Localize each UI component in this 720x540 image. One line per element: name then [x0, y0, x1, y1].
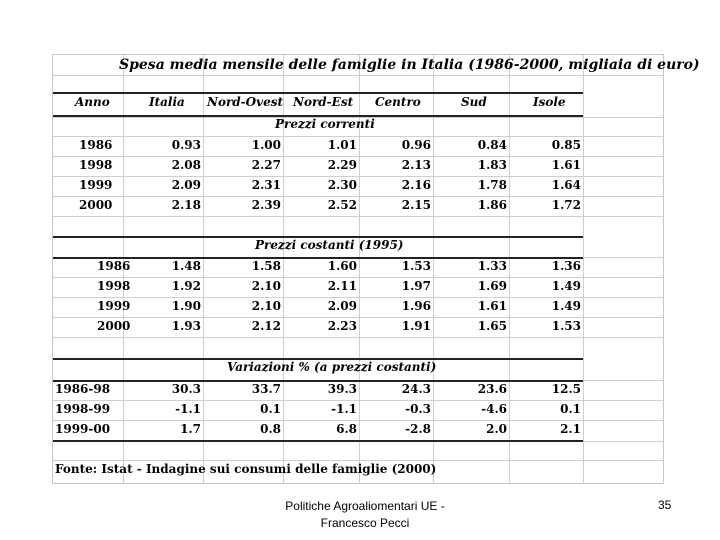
cell-value: 2.52: [327, 198, 357, 212]
cell-value: 33.7: [251, 382, 281, 396]
cell-value: 23.6: [477, 382, 507, 396]
cell-value: 0.85: [551, 138, 581, 152]
cell-value: 2.08: [171, 158, 201, 172]
section-label: Prezzi correnti: [275, 117, 375, 131]
column-header-anno: Anno: [75, 95, 110, 109]
row-period: 1998-99: [55, 402, 111, 416]
cell-value: -2.8: [405, 422, 431, 436]
table-row: [53, 402, 663, 422]
cell-value: 2.31: [251, 178, 281, 192]
cell-value: 24.3: [401, 382, 431, 396]
cell-value: 0.1: [560, 402, 581, 416]
cell-value: 1.61: [551, 158, 581, 172]
cell-value: 2.11: [327, 279, 357, 293]
row-year: 2000: [97, 319, 131, 333]
row-period: 1999-00: [55, 422, 111, 436]
cell-value: 1.7: [180, 422, 201, 436]
cell-value: 6.8: [336, 422, 357, 436]
cell-value: 1.61: [477, 299, 507, 313]
cell-value: 1.49: [551, 299, 581, 313]
cell-value: 1.96: [401, 299, 431, 313]
cell-value: 0.93: [171, 138, 201, 152]
cell-value: 1.92: [171, 279, 201, 293]
row-year: 1998: [97, 279, 131, 293]
cell-value: 1.33: [477, 259, 507, 273]
grid-line: [53, 75, 663, 76]
row-year: 1999: [97, 299, 131, 313]
column-header-nord-est: Nord-Est: [293, 95, 354, 109]
cell-value: 1.90: [171, 299, 201, 313]
cell-value: -1.1: [331, 402, 357, 416]
rule-line: [53, 92, 583, 94]
cell-value: 1.83: [477, 158, 507, 172]
table-title: Spesa media mensile delle famiglie in Italia (1986-2000, migliaia di euro): [119, 57, 700, 73]
cell-value: 1.64: [551, 178, 581, 192]
cell-value: 1.86: [477, 198, 507, 212]
table-row: [53, 319, 663, 339]
cell-value: 1.48: [171, 259, 201, 273]
cell-value: 1.69: [477, 279, 507, 293]
column-header-sud: Sud: [461, 95, 487, 109]
row-period: 1986-98: [55, 382, 111, 396]
cell-value: 39.3: [327, 382, 357, 396]
row-year: 1986: [79, 138, 113, 152]
cell-value: 30.3: [171, 382, 201, 396]
cell-value: 0.84: [477, 138, 507, 152]
grid-line: [53, 460, 663, 461]
cell-value: 1.49: [551, 279, 581, 293]
cell-value: 2.09: [327, 299, 357, 313]
cell-value: 2.12: [251, 319, 281, 333]
footer-line: Francesco Pecci: [320, 516, 410, 530]
cell-value: 1.93: [171, 319, 201, 333]
cell-value: 2.23: [327, 319, 357, 333]
column-header-nord-ovest: Nord-Ovest: [207, 95, 284, 109]
cell-value: 1.72: [551, 198, 581, 212]
cell-value: 2.16: [401, 178, 431, 192]
cell-value: 0.96: [401, 138, 431, 152]
page-number: 35: [658, 498, 672, 512]
table-row: [53, 259, 663, 279]
cell-value: 2.10: [251, 299, 281, 313]
cell-value: 1.58: [251, 259, 281, 273]
cell-value: 2.10: [251, 279, 281, 293]
column-header-italia: Italia: [149, 95, 185, 109]
cell-value: 2.13: [401, 158, 431, 172]
table-row: [53, 158, 663, 178]
cell-value: 2.29: [327, 158, 357, 172]
cell-value: 1.97: [401, 279, 431, 293]
cell-value: 1.65: [477, 319, 507, 333]
cell-value: 1.78: [477, 178, 507, 192]
cell-value: 1.36: [551, 259, 581, 273]
cell-value: 1.53: [401, 259, 431, 273]
table-row: [53, 422, 663, 442]
row-year: 1986: [97, 259, 131, 273]
cell-value: 12.5: [551, 382, 581, 396]
cell-value: 1.00: [251, 138, 281, 152]
row-year: 2000: [79, 198, 113, 212]
cell-value: 2.1: [560, 422, 581, 436]
cell-value: 2.09: [171, 178, 201, 192]
spreadsheet-table: [52, 54, 700, 484]
cell-value: -1.1: [175, 402, 201, 416]
row-year: 1998: [79, 158, 113, 172]
cell-value: 0.8: [260, 422, 281, 436]
grid-line: [53, 136, 663, 137]
section-label: Variazioni % (a prezzi costanti): [227, 360, 437, 374]
cell-value: 2.30: [327, 178, 357, 192]
table-row: [53, 382, 663, 402]
table-row: [53, 138, 663, 158]
cell-value: 1.01: [327, 138, 357, 152]
cell-value: 1.60: [327, 259, 357, 273]
table-row: [53, 279, 663, 299]
column-header-centro: Centro: [375, 95, 421, 109]
cell-value: 2.0: [486, 422, 507, 436]
table-row: [53, 198, 663, 218]
cell-value: -0.3: [405, 402, 431, 416]
cell-value: -4.6: [481, 402, 507, 416]
section-label: Prezzi costanti (1995): [255, 238, 404, 252]
row-year: 1999: [79, 178, 113, 192]
table-row: [53, 178, 663, 198]
cell-value: 0.1: [260, 402, 281, 416]
cell-value: 2.39: [251, 198, 281, 212]
cell-value: 2.27: [251, 158, 281, 172]
cell-value: 1.91: [401, 319, 431, 333]
column-header-isole: Isole: [533, 95, 566, 109]
footer-line: Politiche Agroaliomentari UE -: [285, 499, 445, 513]
cell-value: 2.18: [171, 198, 201, 212]
cell-value: 2.15: [401, 198, 431, 212]
source-note: Fonte: Istat - Indagine sui consumi delle famiglie (2000): [55, 462, 437, 476]
table-row: [53, 299, 663, 319]
slide-footer: [250, 498, 480, 532]
cell-value: 1.53: [551, 319, 581, 333]
